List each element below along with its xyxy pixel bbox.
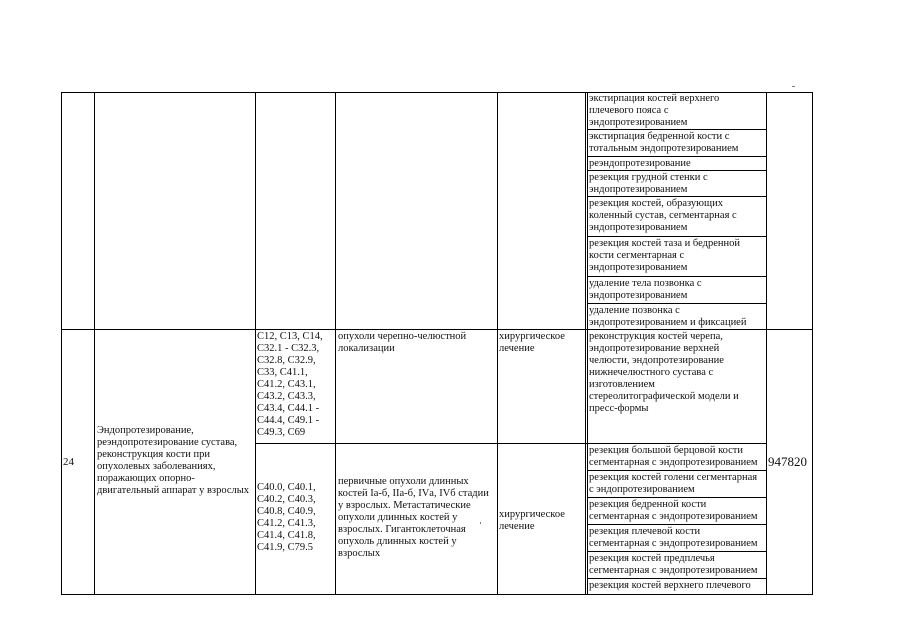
col-border-7 — [766, 92, 767, 595]
method-divider — [587, 578, 766, 579]
price-value: 947820 — [768, 454, 807, 469]
method-cell: резекция костей голени сегментарная с эндопротезированием — [589, 472, 758, 495]
group-name: Эндопротезирование, реэндопротезирование сустава, реконструкция кости при опухолевых заболеваниях, поражающих опорно- двигательный аппарат у взрослых — [97, 425, 250, 496]
col-border-2 — [94, 92, 95, 595]
method-cell: резекция костей предплечья сегментарная с эндопротезированием — [589, 553, 758, 576]
method-divider — [587, 129, 766, 130]
icd-codes: C12, C13, C14, C32.1 - C32.3, C32.8, C32.9, C33, C41.1, C41.2, C43.1, C43.2, C43.3, C43.4, C44.1 - C44.4, C49.1 - C49.3, C69 — [257, 331, 323, 438]
disease-model: опухоли черепно-челюстной локализации — [338, 331, 467, 354]
method-cell: резекция костей верхнего плечевого — [589, 580, 751, 591]
method-cell: экстирпация бедренной кости с тотальным эндопротезированием — [589, 131, 739, 154]
row-number: 24 — [63, 456, 74, 468]
method-cell: реэндопротезирование — [589, 158, 691, 169]
method-divider — [587, 470, 766, 471]
method-divider — [587, 551, 766, 552]
row-divider — [61, 329, 812, 330]
col-border-4 — [335, 92, 336, 595]
table-bottom-border — [61, 594, 812, 595]
method-cell: резекция бедренной кости сегментарная с эндопротезированием — [589, 499, 758, 522]
method-divider — [587, 524, 766, 525]
method-divider — [587, 497, 766, 498]
treatment-type: хирургическое лечение — [499, 509, 565, 532]
method-divider — [587, 170, 766, 171]
method-cell: резекция большой берцовой кости сегментарная с эндопротезированием — [589, 445, 758, 468]
method-divider — [587, 196, 766, 197]
method-cell: экстирпация костей верхнего плечевого пояса с эндопротезированием — [589, 93, 720, 128]
method-divider — [587, 236, 766, 237]
treatment-type: хирургическое лечение — [499, 331, 565, 354]
disease-model: первичные опухоли длинных костей Iа-б, IIа-б, IVа, IVб стадии у взрослых. Метастатические опухоли длинных костей у взрослых. Гигантоклеточная опухоль длинных костей у взрослых — [338, 476, 489, 559]
method-cell: резекция грудной стенки с эндопротезированием — [589, 172, 708, 195]
col-border-1 — [61, 92, 62, 595]
col-border-6b — [587, 92, 588, 595]
method-cell: резекция костей таза и бедренной кости сегментарная с эндопротезированием — [589, 238, 741, 273]
method-divider — [587, 276, 766, 277]
col-border-8 — [812, 92, 813, 595]
method-divider — [587, 156, 766, 157]
method-cell: реконструкция костей черепа, эндопротезирование верхней челюсти, эндопротезирование нижнечелюстного сустава с изготовлением стереолитографической модели и пресс-формы — [589, 331, 739, 414]
icd-codes: C40.0, C40.1, C40.2, C40.3, C40.8, C40.9, C41.2, C41.3, C41.4, C41.8, C41.9, C79.5 — [257, 482, 316, 553]
method-divider — [587, 303, 766, 304]
col-border-6 — [585, 92, 586, 595]
col-border-5 — [497, 92, 498, 595]
subrow-divider — [255, 443, 766, 444]
method-cell: удаление тела позвонка с эндопротезированием — [589, 278, 702, 301]
col-border-3 — [255, 92, 256, 595]
scan-mark — [792, 86, 795, 87]
method-cell: резекция костей, образующих коленный сустав, сегментарная с эндопротезированием — [589, 198, 737, 233]
method-cell: резекция плечевой кости сегментарная с эндопротезированием — [589, 526, 758, 549]
method-cell: удаление позвонка с эндопротезированием и фиксацией — [589, 305, 747, 328]
